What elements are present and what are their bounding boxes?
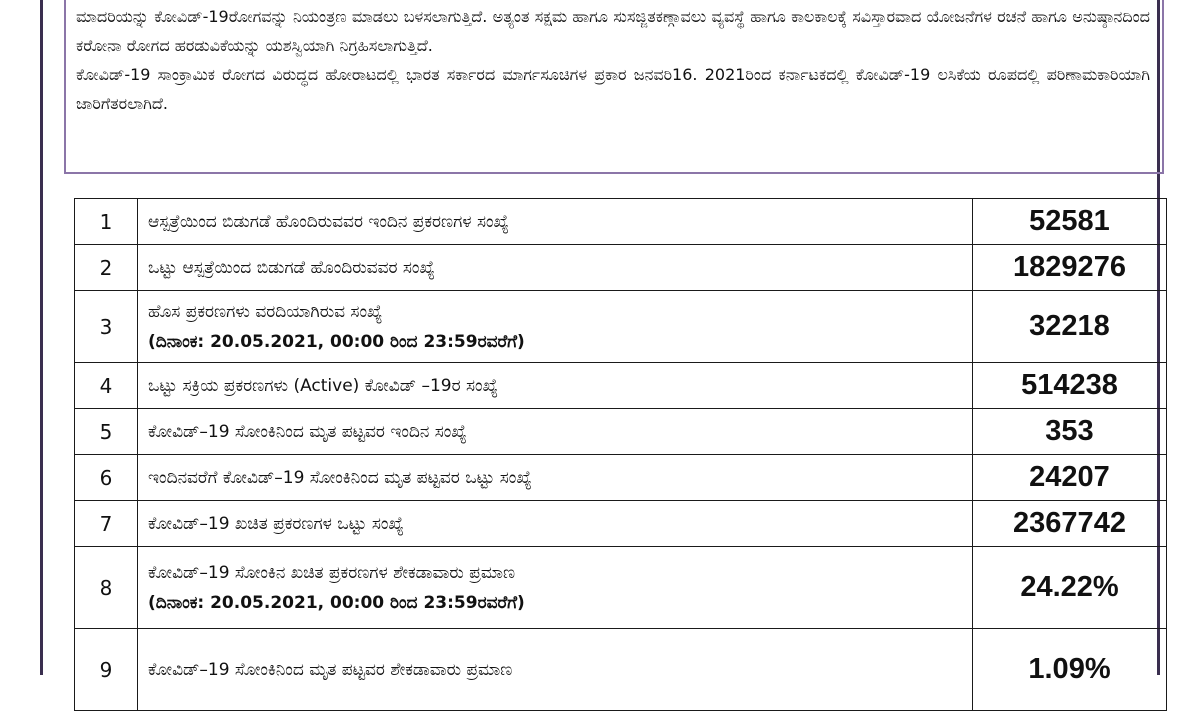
table-row — [75, 409, 1167, 455]
row-value: 514238 — [973, 363, 1167, 409]
table-row — [75, 199, 1167, 245]
row-value: 1829276 — [973, 245, 1167, 291]
row-description-main: ಹೊಸ ಪ್ರಕರಣಗಳು ವರದಿಯಾಗಿರುವ ಸಂಖ್ಯೆ — [148, 301, 383, 322]
table-row — [75, 629, 1167, 711]
table-row — [75, 363, 1167, 409]
row-value: 52581 — [973, 199, 1167, 245]
row-number: 8 — [75, 547, 138, 629]
table-row — [75, 245, 1167, 291]
row-number: 6 — [75, 455, 138, 501]
table-row — [75, 501, 1167, 547]
row-number: 4 — [75, 363, 138, 409]
row-value: 32218 — [973, 291, 1167, 363]
row-number: 9 — [75, 629, 138, 711]
row-number: 2 — [75, 245, 138, 291]
row-number: 1 — [75, 199, 138, 245]
table-row — [75, 455, 1167, 501]
row-description: ಆಸ್ಪತ್ರೆಯಿಂದ ಬಿಡುಗಡೆ ಹೊಂದಿರುವವರ ಇಂದಿನ ಪ್ರಕರಣಗಳ ಸಂಖ್ಯೆ — [138, 199, 973, 245]
row-date-note: (ದಿನಾಂಕ: 20.05.2021, 00:00 ರಿಂದ 23:59ರವರೆಗೆ) — [148, 331, 525, 352]
row-value: 1.09% — [973, 629, 1167, 711]
intro-paragraph-2: ಕೋವಿಡ್-19 ಸಾಂಕ್ರಾಮಿಕ ರೋಗದ ವಿರುದ್ಧದ ಹೋರಾಟದಲ್ಲಿ ಭಾರತ ಸರ್ಕಾರದ ಮಾರ್ಗಸೂಚಿಗಳ ಪ್ರಕಾರ ಜನವರಿ16. 2021ರಿಂದ ಕರ್ನಾಟಕದಲ್ಲಿ ಕೋವಿಡ್-19 ಲಸಿಕೆಯ ರೂಪದಲ್ಲಿ ಪರಿಣಾಮಕಾರಿಯಾಗಿ ಜಾರಿಗೆತರಲಾಗಿದೆ. — [76, 65, 1150, 113]
intro-paragraph-1: ಮಾದರಿಯನ್ನು ಕೋವಿಡ್-19ರೋಗವನ್ನು ನಿಯಂತ್ರಣ ಮಾಡಲು ಬಳಸಲಾಗುತ್ತಿದೆ. ಅತ್ಯಂತ ಸಕ್ಷಮ ಹಾಗೂ ಸುಸಜ್ಜಿತಕಣ್ಗಾವಲು ವ್ಯವಸ್ಥೆ ಹಾಗೂ ಕಾಲಕಾಲಕ್ಕೆ ಸವಿಸ್ತಾರವಾದ ಯೋಜನೆಗಳ ರಚನೆ ಹಾಗೂ ಅನುಷ್ಠಾನದಿಂದ ಕರೋನಾ ರೋಗದ ಹರಡುವಿಕೆಯನ್ನು ಯಶಸ್ವಿಯಾಗಿ ನಿಗ್ರಹಿಸಲಾಗುತ್ತಿದೆ. — [76, 7, 1150, 55]
row-description-main: ಕೋವಿಡ್–19 ಸೋಂಕಿನ ಖಚಿತ ಪ್ರಕರಣಗಳ ಶೇಕಡಾವಾರು ಪ್ರಮಾಣ — [148, 562, 516, 583]
row-value: 24.22% — [973, 547, 1167, 629]
row-description: ಕೋವಿಡ್–19 ಸೋಂಕಿನಿಂದ ಮೃತ ಪಟ್ಟವರ ಇಂದಿನ ಸಂಖ್ಯೆ — [138, 409, 973, 455]
row-value: 353 — [973, 409, 1167, 455]
row-number: 3 — [75, 291, 138, 363]
row-number: 5 — [75, 409, 138, 455]
row-description: ಒಟ್ಟು ಆಸ್ಪತ್ರೆಯಿಂದ ಬಿಡುಗಡೆ ಹೊಂದಿರುವವರ ಸಂಖ್ಯೆ — [138, 245, 973, 291]
intro-text-box — [64, 0, 1164, 174]
page-frame-left — [40, 0, 43, 675]
row-description: ಕೋವಿಡ್–19 ಖಚಿತ ಪ್ರಕರಣಗಳ ಒಟ್ಟು ಸಂಖ್ಯೆ — [138, 501, 973, 547]
row-description: ಕೋವಿಡ್–19 ಸೋಂಕಿನಿಂದ ಮೃತ ಪಟ್ಟವರ ಶೇಕಡಾವಾರು ಪ್ರಮಾಣ — [138, 629, 973, 711]
table-row — [75, 547, 1167, 629]
table-row — [75, 291, 1167, 363]
row-date-note: (ದಿನಾಂಕ: 20.05.2021, 00:00 ರಿಂದ 23:59ರವರೆಗೆ) — [148, 592, 525, 613]
row-description — [138, 547, 973, 629]
row-description: ಒಟ್ಟು ಸಕ್ರಿಯ ಪ್ರಕರಣಗಳು (Active) ಕೋವಿಡ್ –19ರ ಸಂಖ್ಯೆ — [138, 363, 973, 409]
row-value: 24207 — [973, 455, 1167, 501]
row-value: 2367742 — [973, 501, 1167, 547]
row-number: 7 — [75, 501, 138, 547]
row-description: ಇಂದಿನವರೆಗೆ ಕೋವಿಡ್–19 ಸೋಂಕಿನಿಂದ ಮೃತ ಪಟ್ಟವರ ಒಟ್ಟು ಸಂಖ್ಯೆ — [138, 455, 973, 501]
row-description — [138, 291, 973, 363]
covid-stats-table — [74, 198, 1167, 711]
